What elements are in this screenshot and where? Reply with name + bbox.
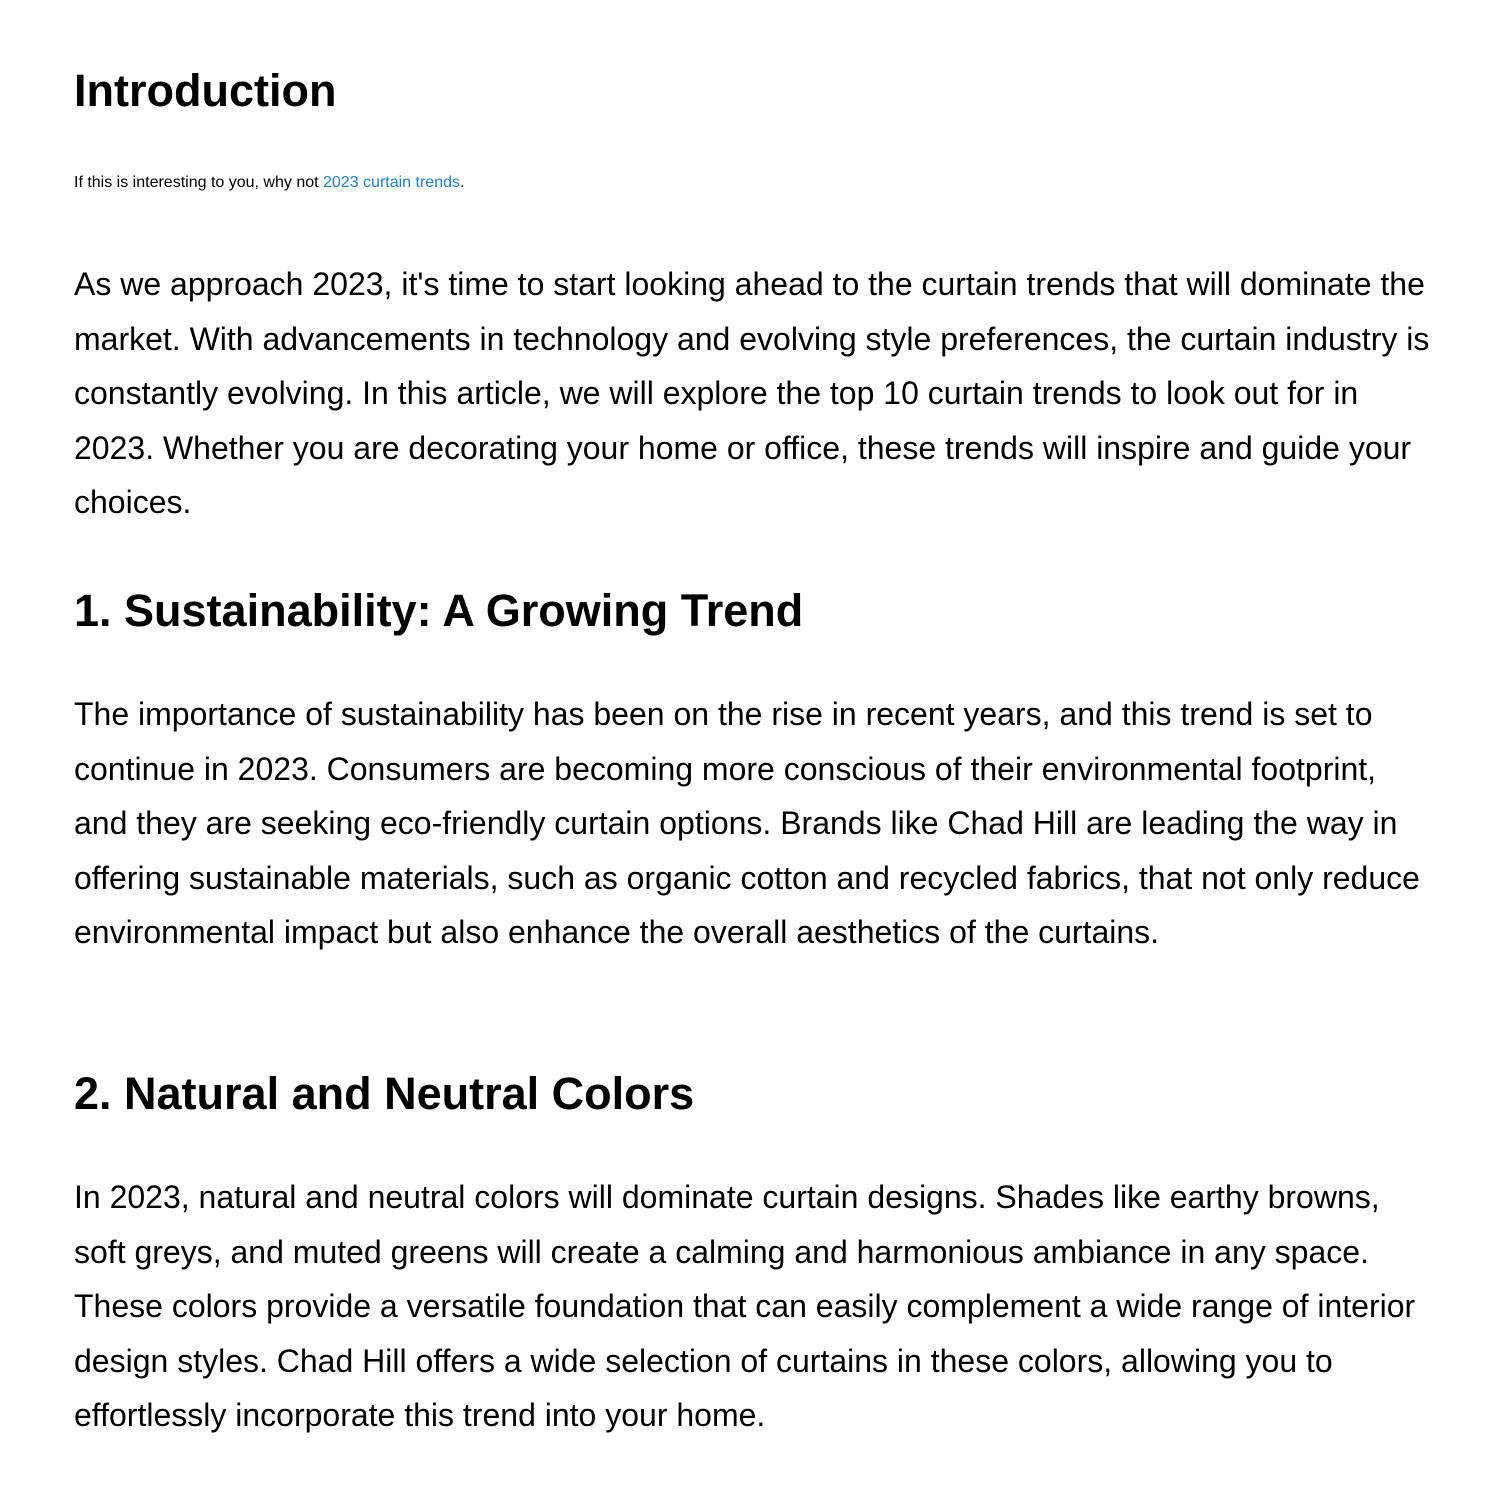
related-note-prefix: If this is interesting to you, why not xyxy=(74,174,324,191)
section-heading-sustainability: 1. Sustainability: A Growing Trend xyxy=(74,585,804,636)
introduction-paragraph: As we approach 2023, it's time to start looking ahead to the curtain trends that will dominate the market. With advancements in technology and evolving style preferences, the curtain industry is constantly evolving. In this article, we will explore the top 10 curtain trends to look out for in 2023. Whether you are decorating your home or office, these trends will inspire and guide your choices. xyxy=(74,266,1430,520)
curtain-trends-link[interactable]: 2023 curtain trends xyxy=(323,174,460,191)
section-heading-natural-colors: 2. Natural and Neutral Colors xyxy=(74,1068,695,1119)
section-paragraph-natural-colors: In 2023, natural and neutral colors will dominate curtain designs. Shades like earthy browns, soft greys, and muted greens will create a calming and harmonious ambiance in any space. These colors provide a versatile foundation that can easily complement a wide range of interior design styles. Chad Hill offers a wide selection of curtains in these colors, allowing you to effortlessly incorporate this trend into your home. xyxy=(74,1179,1416,1433)
related-note xyxy=(74,172,464,194)
introduction-heading: Introduction xyxy=(74,65,337,116)
related-note-suffix: . xyxy=(460,174,465,191)
section-paragraph-sustainability: The importance of sustainability has been on the rise in recent years, and this trend is set to continue in 2023. Consumers are becoming more conscious of their environmental footprint, and they are seeking eco-friendly curtain options. Brands like Chad Hill are leading the way in offering sustainable materials, such as organic cotton and recycled fabrics, that not only reduce environmental impact but also enhance the overall aesthetics of the curtains. xyxy=(74,696,1420,950)
